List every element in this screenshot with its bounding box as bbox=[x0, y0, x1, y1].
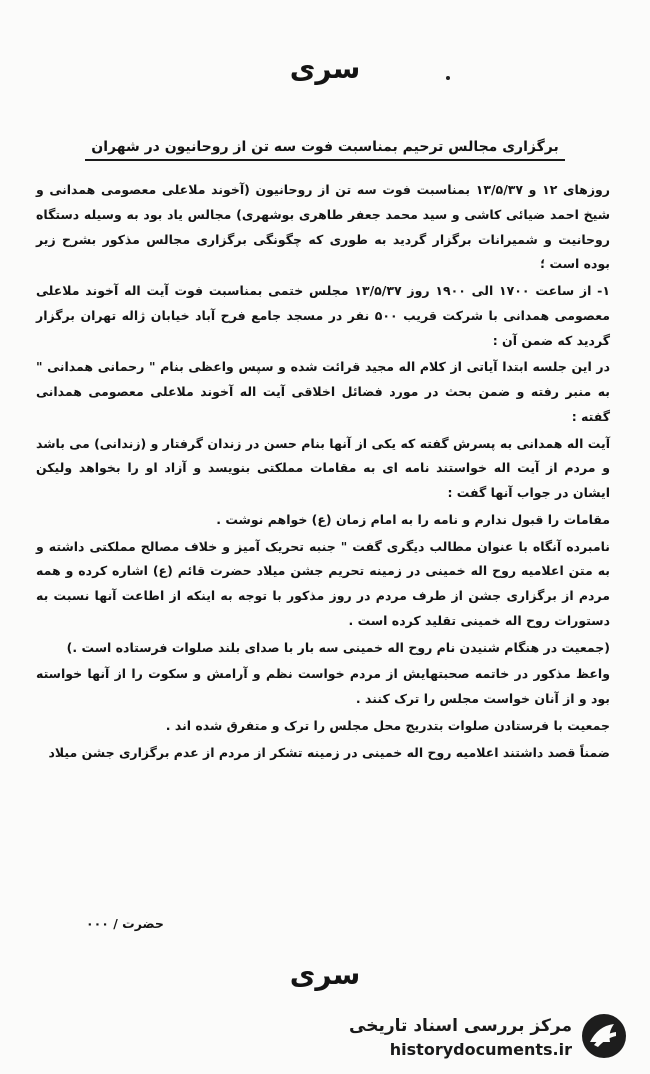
classification-footer: سری bbox=[289, 958, 361, 991]
paragraph-item-1: ۱- از ساعت ۱۷۰۰ الی ۱۹۰۰ روز ۱۳/۵/۳۷ مجلس ختمی بمناسبت فوت آیت اله آخوند ملاعلی معصومی همدانی با شرکت قریب ۵۰۰ نفر در مسجد جامع فرح آباد خیابان ژاله تهران برگزار گردید که ضمن آن : bbox=[36, 283, 610, 348]
paragraph-note: ضمناً قصد داشتند اعلامیه روح اله خمینی در زمینه تشکر از مردم از عدم برگزاری جشن میلاد bbox=[48, 744, 610, 760]
document-title: برگزاری مجالس ترحیم بمناسبت فوت سه تن از روحانیون در شهران bbox=[85, 139, 564, 161]
paragraph-session: در این جلسه ابتدا آیاتی از کلام اله مجید قرائت شده و سپس واعظی بنام " رحمانی همدانی " به منبر رفته و ضمن بحث در مورد فضائل اخلاقی آیت اله آخوند ملاعلی معصومی همدانی گفته : bbox=[36, 359, 610, 424]
paragraph-closing: واعظ مذکور در خاتمه صحبتهایش از مردم خواست نظم و آرامش و سکوت را از آنها خواسته بود و از آنان خواست مجلس را ترک کنند . bbox=[36, 666, 610, 706]
document-body bbox=[36, 178, 610, 767]
classification-header: سری bbox=[289, 52, 361, 85]
watermark-org-name: مرکز بررسی اسناد تاریخی bbox=[349, 1016, 572, 1036]
paragraph-ayatollah: آیت اله همدانی به پسرش گفته که یکی از آنها بنام حسن در زندان گرفتار و (زندانی) می باشد و مردم از آیت اله خواستند نامه ای به مقامات مملکتی بنویسد و آزاد او را بخواهد ولیکن ایشان در جواب آنها گفت : bbox=[36, 435, 610, 500]
title-wrap bbox=[0, 136, 650, 161]
paragraph-crowd: (جمعیت در هنگام شنیدن نام روح اله خمینی سه بار با صدای بلند صلوات فرستاده است .) bbox=[66, 639, 610, 655]
watermark-logo bbox=[349, 1006, 634, 1064]
document-archive-icon bbox=[580, 1012, 628, 1060]
watermark-url: historydocuments.ir bbox=[389, 1040, 572, 1059]
paragraph-dispersal: جمعیت با فرستادن صلوات بتدریج محل مجلس را ترک و متفرق شده اند . bbox=[165, 717, 610, 733]
paragraph-reply: مقامات را قبول ندارم و نامه را به امام زمان (ع) خواهم نوشت . bbox=[216, 511, 610, 527]
ink-dot bbox=[446, 76, 450, 80]
document-signature: حضرت / ۰۰۰ bbox=[86, 916, 164, 931]
paragraph-speech: نامبرده آنگاه با عنوان مطالب دیگری گفت " جنبه تحریک آمیز و خلاف مصالح مملکتی داشته و به متن اعلامیه روح اله خمینی در زمینه تحریم جشن میلاد حضرت قائم (ع) اشاره کرده و همه مردم از برگزاری جشن از طرف مردم در روز مذکور با توجه به اینکه از اطاعت آنها نسبت به دستورات روح اله خمینی تقلید کرده است . bbox=[36, 538, 610, 628]
paragraph-intro: روزهای ۱۲ و ۱۳/۵/۳۷ بمناسبت فوت سه تن از روحانیون (آخوند ملاعلی معصومی همدانی و شیخ احمد ضیائی کاشی و سید محمد جعفر طاهری بوشهری) مجالس یاد بود به وسیله دستگاه روحانیت و شمیرانات برگزار گردید به طوری که چگونگی برگزاری مجالس مذکور بشرح زیر بوده است ؛ bbox=[36, 182, 610, 272]
